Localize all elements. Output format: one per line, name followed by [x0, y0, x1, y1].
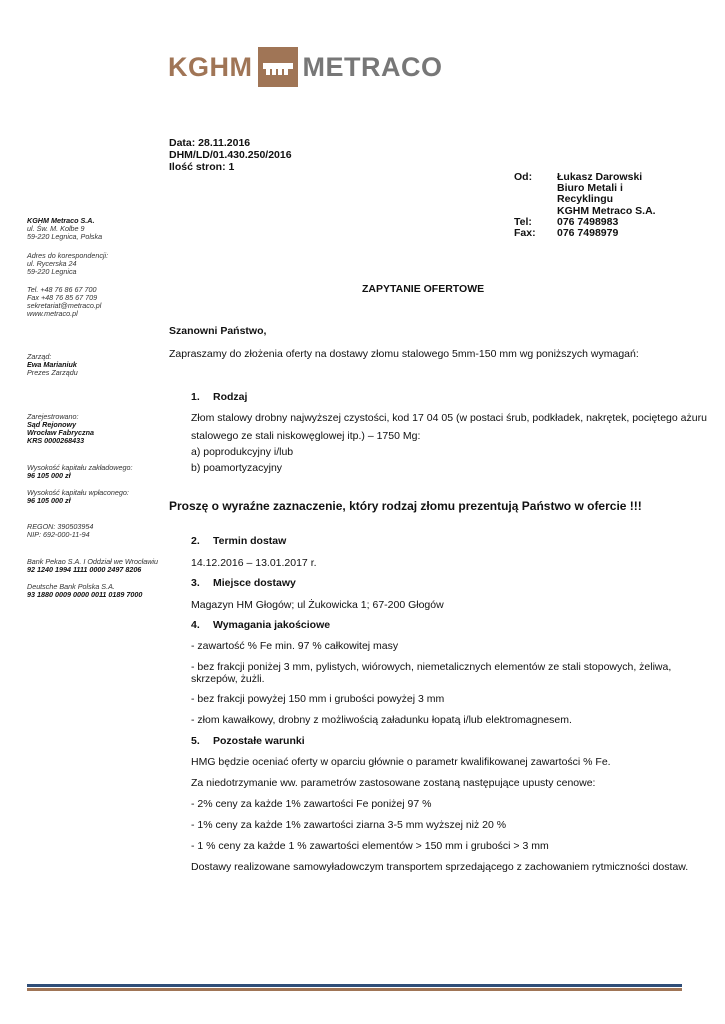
section-2-text: 14.12.2016 – 13.01.2017 r.	[191, 557, 317, 569]
sidebar-web: www.metraco.pl	[27, 309, 78, 318]
sidebar-contact	[27, 286, 101, 318]
section-2-heading	[191, 535, 286, 548]
notice-text: Proszę o wyraźne zaznaczenie, który rodzaj złomu prezentują Państwo w ofercie !!!	[169, 499, 642, 513]
sidebar-nip: NIP: 692-000-11-94	[27, 530, 90, 539]
logo-text-right: METRACO	[302, 51, 443, 82]
intro-paragraph: Zapraszamy do złożenia oferty na dostawy złomu stalowego 5mm-150 mm wg poniższych wymagań:	[169, 348, 639, 360]
section-2-title: Termin dostaw	[213, 535, 287, 547]
section-1-option-a: a) poprodukcyjny i/lub	[191, 446, 294, 458]
fax-value: 076 7498979	[557, 227, 619, 240]
from-line: KGHM Metraco S.A.	[557, 204, 656, 217]
sidebar-board	[27, 353, 78, 377]
section-4-line: - złom kawałkowy, drobny z możliwością załadunku łopatą i/lub elektromagnesem.	[191, 714, 572, 726]
section-3-heading	[191, 577, 296, 590]
sidebar-capital	[27, 464, 132, 480]
section-2-number: 2.	[191, 535, 200, 547]
section-4-title: Wymagania jakościowe	[213, 619, 331, 631]
sidebar-addr1: ul. Św. M. Kolbe 9	[27, 224, 85, 233]
sidebar-address	[27, 217, 102, 241]
section-1-heading	[191, 391, 247, 404]
from-label: Od:	[514, 171, 533, 183]
sidebar-bank1-name: Bank Pekao S.A. I Oddział we Wrocławiu	[27, 557, 159, 566]
sidebar-corr2: 59-220 Legnica	[27, 267, 77, 276]
section-5-line: - 2% ceny za każde 1% zawartości Fe poniżej 97 %	[191, 798, 432, 810]
section-3-number: 3.	[191, 577, 200, 589]
sidebar-regon: REGON: 390503954	[27, 522, 94, 531]
sidebar-reg2: Wrocław Fabryczna	[27, 428, 94, 437]
section-4-number: 4.	[191, 619, 200, 631]
sidebar-fax: Fax +48 76 85 67 709	[27, 293, 98, 302]
section-5-number: 5.	[191, 735, 200, 747]
document-date: Data: 28.11.2016	[169, 137, 251, 149]
sidebar-ids	[27, 523, 93, 539]
sidebar-krs: KRS 0000268433	[27, 436, 85, 445]
from-line: Biuro Metali i	[557, 182, 623, 195]
footer-bar-brown	[27, 988, 682, 991]
sidebar-bank2	[27, 583, 142, 599]
section-4-line: - zawartość % Fe min. 97 % całkowitej masy	[191, 640, 399, 652]
sidebar-bank1	[27, 558, 158, 574]
section-5-line: HMG będzie oceniać oferty w oparciu głównie o parametr kwalifikowanej zawartości % Fe.	[191, 756, 611, 768]
sidebar-board-role: Prezes Zarządu	[27, 368, 78, 377]
section-5-heading	[191, 735, 305, 748]
document-page-count: Ilość stron: 1	[169, 161, 235, 173]
section-4-line: - bez frakcji poniżej 3 mm, pylistych, wiórowych, niemetalicznych elementów ze stali stopowych, żeliwa,	[191, 661, 672, 673]
sender-block	[514, 172, 656, 239]
sidebar-addr2: 59-220 Legnica, Polska	[27, 232, 103, 241]
section-5-line: - 1 % ceny za każde 1 % zawartości elementów > 150 mm i grubości > 3 mm	[191, 840, 549, 852]
section-4-line: skrzepów, żużli.	[191, 673, 265, 685]
sidebar-reg1: Sąd Rejonowy	[27, 420, 77, 429]
sidebar-bank2-name: Deutsche Bank Polska S.A.	[27, 582, 115, 591]
footer-bar-blue	[27, 984, 682, 987]
section-1-line: Złom stalowy drobny najwyższej czystości, kod 17 04 05 (w postaci śrub, podkładek, nakrętek, pociętego ażuru	[191, 412, 707, 424]
logo-text-left: KGHM	[168, 51, 253, 82]
sidebar-bank1-account: 92 1240 1994 1111 0000 2497 8206	[27, 565, 142, 574]
tel-value: 076 7498983	[557, 215, 619, 228]
sidebar-board-label: Zarząd:	[27, 352, 52, 361]
section-3-text: Magazyn HM Głogów; ul Żukowicka 1; 67-200 Głogów	[191, 599, 444, 611]
sidebar-corr-label: Adres do korespondencji:	[27, 251, 109, 260]
logo-mark-icon	[258, 47, 298, 87]
document-reference: DHM/LD/01.430.250/2016	[169, 149, 292, 161]
section-1-title: Rodzaj	[213, 391, 248, 403]
document-title: ZAPYTANIE OFERTOWE	[362, 283, 485, 295]
sidebar-reg-label: Zarejestrowano:	[27, 412, 79, 421]
section-5-title: Pozostałe warunki	[213, 735, 305, 747]
section-1-option-b: b) poamortyzacyjny	[191, 462, 283, 474]
sidebar-board-name: Ewa Marianiuk	[27, 360, 77, 369]
sidebar-bank2-account: 93 1880 0009 0000 0011 0189 7000	[27, 590, 143, 599]
greeting: Szanowni Państwo,	[169, 325, 267, 337]
sidebar-cap1-label: Wysokość kapitału zakładowego:	[27, 463, 133, 472]
section-5-line: Za niedotrzymanie ww. parametrów zastosowane zostaną następujące upusty cenowe:	[191, 777, 596, 789]
sidebar-cap2-label: Wysokość kapitału wpłaconego:	[27, 488, 129, 497]
section-5-line: - 1% ceny za każde 1% zawartości ziarna 3-5 mm wyższej niż 20 %	[191, 819, 507, 831]
company-logo	[168, 46, 443, 88]
section-4-line: - bez frakcji powyżej 150 mm i grubości powyżej 3 mm	[191, 693, 445, 705]
section-3-title: Miejsce dostawy	[213, 577, 296, 589]
sidebar-correspondence	[27, 252, 108, 276]
sidebar-cap1: 96 105 000 zł	[27, 471, 71, 480]
tel-label: Tel:	[514, 215, 532, 228]
section-1-line: stalowego ze stali niskowęglowej itp.) – 1750 Mg:	[191, 430, 421, 442]
sidebar-email: sekretariat@metraco.pl	[27, 301, 102, 310]
sidebar-cap2: 96 105 000 zł	[27, 496, 71, 505]
fax-label: Fax:	[514, 227, 536, 240]
sidebar-corr1: ul. Rycerska 24	[27, 259, 77, 268]
sidebar-company: KGHM Metraco S.A.	[27, 216, 95, 225]
section-1-number: 1.	[191, 391, 200, 403]
section-4-heading	[191, 619, 330, 632]
from-line: Recyklingu	[557, 193, 614, 206]
section-5-line: Dostawy realizowane samowyładowczym transportem sprzedającego z zachowaniem rytmiczności dostaw.	[191, 861, 689, 873]
document-meta	[169, 137, 292, 173]
from-line: Łukasz Darowski	[557, 171, 643, 183]
sidebar-tel: Tel. +48 76 86 67 700	[27, 285, 97, 294]
sidebar-registration	[27, 413, 94, 445]
sidebar-capital-paid	[27, 489, 129, 505]
